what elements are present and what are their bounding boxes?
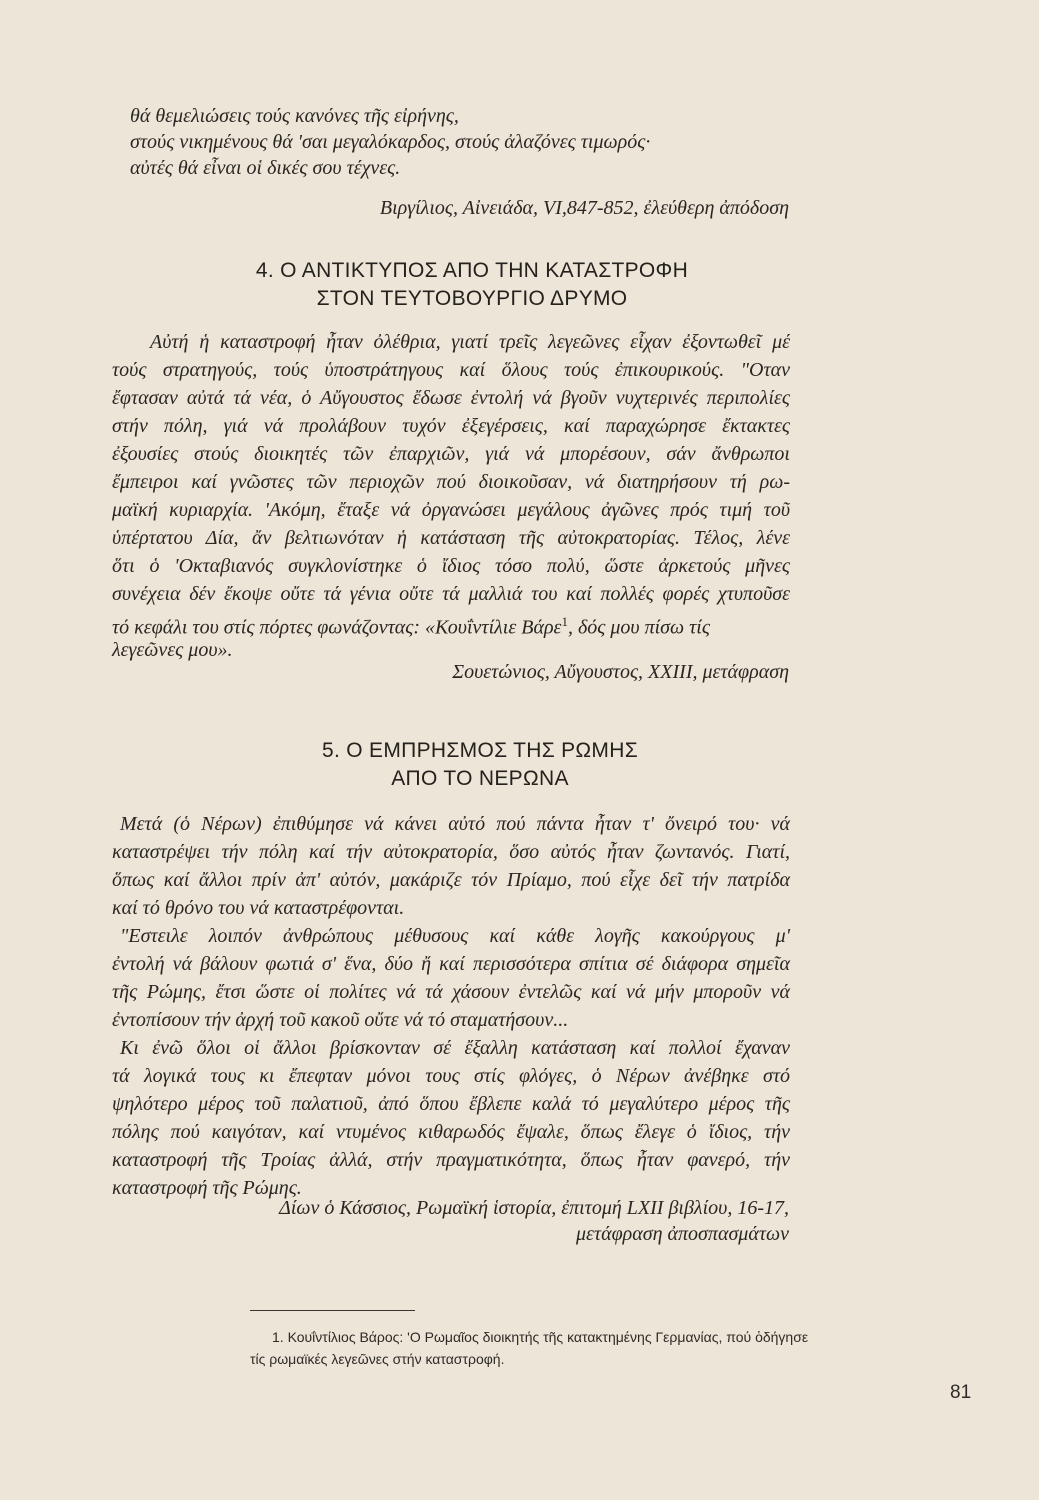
s5-line: καταστροφή τῆς Ρώμης.	[112, 1177, 302, 1199]
page-number: 81	[950, 1382, 972, 1403]
s5-line: Κι ἐνῶ ὅλοι οἱ ἄλλοι βρίσκονταν σέ ἔξαλλη κατάσταση καί πολλοί ἔχαναν	[120, 1037, 790, 1059]
s4-line: ἔφτασαν αὐτά τά νέα, ὁ Αὔγουστος ἔδωσε ἐντολή νά βγοῦν νυχτερινές περιπολίες	[112, 387, 790, 409]
s4-line: ἔμπειροι καί γνῶστες τῶν περιοχῶν πού διοικοῦσαν, νά διατηρήσουν τή ρω-	[112, 471, 790, 493]
s5-line: τά λογικά τους κι ἔπεφταν μόνοι τους στίς φλόγες, ὁ Νέρων ἀνέβηκε στό	[112, 1065, 790, 1087]
footnote-divider	[250, 1310, 415, 1311]
s4-line: Αὐτή ἡ καταστροφή ἦταν ὀλέθρια, γιατί τρεῖς λεγεῶνες εἶχαν ἐξοντωθεῖ μέ	[150, 331, 790, 353]
s5-line: ψηλότερο μέρος τοῦ παλατιοῦ, ἀπό ὅπου ἔβλεπε καλά τό μεγαλύτερο μέρος τῆς	[112, 1093, 790, 1115]
s5-line: καί τό θρόνο του νά καταστρέφονται.	[112, 897, 405, 919]
s4-line-11-part-a: τό κεφάλι του στίς πόρτες φωνάζοντας: «Κουΐντίλιε Βάρε$^1$, δός μου πίσω τίς	[112, 614, 710, 639]
poem-line-3: αὐτές θά εἶναι οἱ δικές σου τέχνες.	[130, 157, 401, 179]
s5-line: καταστρέψει τήν πόλη καί τήν αὐτοκρατορία, ὅσο αὐτός ἦταν ζωντανός. Γιατί,	[112, 841, 790, 863]
s4-line: στήν πόλη, γιά νά προλάβουν τυχόν ἐξεγέρσεις, καί παραχώρησε ἔκτακτες	[112, 415, 790, 437]
footnote-marker[interactable]: 1	[561, 614, 568, 629]
poem-source: Βιργίλιος, Αἰνειάδα, VI,847-852, ἐλεύθερη ἀπόδοση	[379, 197, 789, 219]
poem-line-2: στούς νικημένους θά 'σαι μεγαλόκαρδος, στούς ἀλαζόνες τιμωρός·	[130, 131, 651, 153]
section-5-source-line-1: Δίων ὁ Κάσσιος, Ρωμαϊκή ἱστορία, ἐπιτομή LXII βιβλίου, 16-17,	[279, 1197, 789, 1219]
footnote-line-1: 1. Κουΐντίλιος Βάρος: 'Ο Ρωμαῖος διοικητής τῆς κατακτημένης Γερμανίας, πού ὁδήγησε	[272, 1329, 809, 1345]
section-4-source: Σουετώνιος, Αὔγουστος, XXIII, μετάφραση	[452, 661, 789, 683]
s4-line: ἐξουσίες στούς διοικητές τῶν ἐπαρχιῶν, γιά νά μπορέσουν, σάν ἄνθρωποι	[112, 443, 790, 465]
s5-line: πόλης πού καιγόταν, καί ντυμένος κιθαρωδός ἔψαλε, ὅπως ἔλεγε ὁ ἴδιος, τήν	[112, 1121, 790, 1143]
section-4-title-line-2: ΣΤΟΝ ΤΕΥΤΟΒΟΥΡΓΙΟ ΔΡΥΜΟ	[316, 287, 628, 310]
s4-line: ὅτι ὁ 'Οκταβιανός συγκλονίστηκε ὁ ἴδιος τόσο πολύ, ὥστε ἀρκετούς μῆνες	[112, 555, 790, 577]
section-5-title-line-1: 5. Ο ΕΜΠΡΗΣΜΟΣ ΤΗΣ ΡΩΜΗΣ	[322, 739, 638, 762]
s4-line: συνέχεια δέν ἔκοψε οὔτε τά γένια οὔτε τά μαλλιά του καί πολλές φορές χτυποῦσε	[112, 583, 790, 605]
s5-line: "Εστειλε λοιπόν ἀνθρώπους μέθυσους καί κάθε λογῆς κακούργους μ'	[120, 925, 790, 947]
poem-line-1: θά θεμελιώσεις τούς κανόνες τῆς εἰρήνης,	[130, 105, 459, 127]
s4-line: ὑπέρτατου Δία, ἄν βελτιωνόταν ἡ κατάσταση τῆς αὐτοκρατορίας. Τέλος, λένε	[112, 527, 790, 549]
section-5-source-line-2: μετάφραση ἀποσπασμάτων	[576, 1223, 789, 1245]
s4-line-with-footnote	[112, 609, 790, 641]
section-5-title-line-2: ΑΠΟ ΤΟ ΝΕΡΩΝΑ	[391, 767, 569, 790]
s5-line: τῆς Ρώμης, ἔτσι ὥστε οἱ πολίτες νά τά χάσουν ἐντελῶς καί νά μήν μποροῦν νά	[112, 981, 790, 1003]
s5-line: καταστροφή τῆς Τροίας ἀλλά, στήν πραγματικότητα, ὅπως ἦταν φανερό, τήν	[112, 1149, 790, 1171]
s5-line: Μετά (ὁ Νέρων) ἐπιθύμησε νά κάνει αὐτό πού πάντα ἦταν τ' ὄνειρό του· νά	[120, 813, 790, 835]
s4-line: λεγεῶνες μου».	[112, 639, 233, 661]
footnote-line-2: τίς ρωμαϊκές λεγεῶνες στήν καταστροφή.	[250, 1351, 505, 1367]
s5-line: ὅπως καί ἄλλοι πρίν ἀπ' αὐτόν, μακάριζε τόν Πρίαμο, πού εἶχε δεῖ τήν πατρίδα	[112, 869, 790, 891]
s4-line: μαϊκή κυριαρχία. 'Ακόμη, ἔταξε νά ὀργανώσει μεγάλους ἀγῶνες πρός τιμή τοῦ	[112, 499, 790, 521]
s5-line: ἐντολή νά βάλουν φωτιά σ' ἕνα, δύο ἤ καί περισσότερα σπίτια σέ διάφορα σημεῖα	[112, 953, 790, 975]
section-4-title-line-1: 4. Ο ΑΝΤΙΚΤΥΠΟΣ ΑΠΟ ΤΗΝ ΚΑΤΑΣΤΡΟΦΗ	[255, 259, 689, 282]
s5-line: ἐντοπίσουν τήν ἀρχή τοῦ κακοῦ οὔτε νά τό σταματήσουν...	[112, 1009, 569, 1031]
s4-line: τούς στρατηγούς, τούς ὑποστράτηγους καί ὅλους τούς ἐπικουρικούς. "Οταν	[112, 359, 790, 381]
